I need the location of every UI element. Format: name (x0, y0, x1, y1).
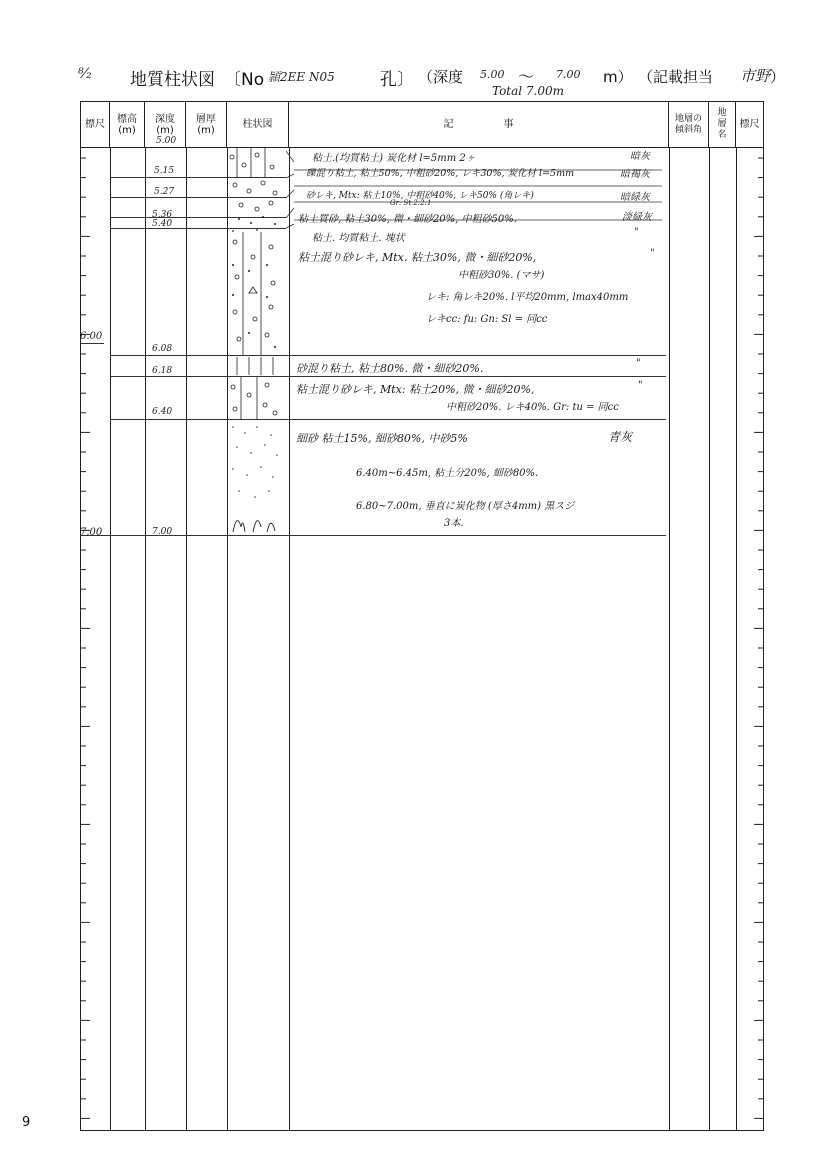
recorder-close: ） (770, 68, 786, 86)
recorder-label: （記載担当 (638, 68, 714, 86)
desc-layer-3-color: 暗緑灰 (620, 192, 650, 203)
desc-layer-1: 粘土.(均質粘土) 炭化材 l=5mm 2ヶ (312, 153, 476, 164)
depth-from: 5.00 (480, 68, 505, 81)
desc-layer-9-color: 青灰 (608, 430, 633, 444)
desc-layer-4: 粘土質砂, 粘土30%, 微・細砂20%, 中粗砂50%. (298, 214, 517, 225)
desc-layer-2-color: 暗褐灰 (620, 169, 650, 180)
desc-layer-9-sub2: 6.80~7.00m, 垂直に炭化物 (厚さ4mm) 黒スジ (356, 501, 575, 512)
desc-layer-6-sand: 中粗砂30%. (マサ) (458, 270, 545, 281)
header-scale-left: 標尺 (81, 102, 110, 147)
depth-label: 6.08 (152, 344, 173, 354)
desc-layer-9-sub3: 3本. (444, 518, 464, 529)
header-elevation: 標高 (m) (110, 102, 145, 147)
desc-layer-9: 細砂 粘土15%, 細砂80%, 中砂5% (296, 432, 468, 445)
desc-layer-3-ratio: Gr: St 2:2:1 (390, 199, 432, 207)
desc-layer-2: 礫混り粘土, 粘土50%, 中粗砂20%, レキ30%, 炭化材 l=5mm (306, 168, 575, 179)
desc-layer-8: 粘土混り砂レキ, Mtx: 粘土20%, 微・細砂20%, (296, 383, 535, 396)
depth-label: 5.40 (152, 219, 173, 229)
desc-layer-6: 粘土混り砂レキ, Mtx. 粘土30%, 微・細砂20%, (298, 251, 537, 264)
header-dip: 地層の 傾斜角 (669, 102, 709, 147)
header-thickness: 層厚 (m) (186, 102, 227, 147)
desc-layer-4-color: 淡緑灰 (622, 212, 652, 223)
total-depth: Total 7.00m (492, 84, 565, 98)
header-scale-right: 標尺 (739, 119, 760, 130)
desc-layer-3: 砂レキ, Mtx: 粘土10%, 中粗砂40%, レキ50% (角レキ) (306, 191, 534, 201)
header-description (289, 102, 669, 147)
hole-open: 〔No (224, 70, 265, 90)
depth-label: 6.18 (152, 366, 173, 376)
scale-6m: 6.00 (80, 331, 103, 342)
desc-layer-1-color: 暗灰 (630, 151, 650, 162)
depth-label: 7.00 (152, 527, 173, 537)
header-description-b: 事 (503, 119, 514, 130)
hole-close: 孔〕 (380, 70, 414, 90)
depth-separator: ～ (518, 67, 535, 86)
depth-label: 5.27 (154, 187, 175, 197)
depth-label: 5.36 (152, 210, 173, 220)
page-number: 9 (22, 1115, 31, 1130)
desc-layer-8-color: " (638, 380, 643, 391)
hole-id: 頴2EE N05 (268, 70, 335, 84)
desc-layer-6-gravel: レキ: 角レキ20%. l平均20mm, lmax40mm (426, 292, 629, 303)
desc-layer-8-sand: 中粗砂20%. レキ40%. Gr: tu = 同cc (446, 402, 619, 413)
depth-label: 6.40 (152, 407, 173, 417)
header-depth: 深度 (m) (145, 102, 186, 147)
desc-layer-7: 砂混り粘土, 粘土80%. 微・細砂20%. (296, 362, 484, 375)
desc-layer-5: 粘土. 均質粘土. 塊状 (312, 233, 405, 244)
header-column: 柱状図 (227, 102, 289, 147)
header-description-a: 記 (443, 119, 454, 130)
header-formation: 地 層 名 (709, 102, 736, 147)
desc-layer-6-color: " (650, 248, 655, 259)
desc-layer-5-color: " (634, 227, 639, 238)
desc-layer-9-sub1: 6.40m~6.45m, 粘土分20%, 細砂80%. (356, 468, 539, 479)
sheet-title (78, 62, 798, 92)
desc-layer-6-gravel-type: レキcc: fu: Gn: Sl = 同cc (426, 314, 548, 325)
scale-7m: 7.00 (80, 527, 103, 538)
depth-unit: m） (603, 68, 633, 86)
depth-to: 7.00 (556, 68, 581, 81)
depth-label: 5.15 (154, 166, 175, 176)
depth-label: 5.00 (156, 136, 177, 146)
page-title: 地質柱状図 (130, 70, 215, 90)
desc-layer-7-color: " (636, 358, 641, 369)
scale-ticks (80, 146, 764, 1131)
depth-label: （深度 (418, 68, 464, 86)
sheet-number: ⁸⁄₂ (78, 66, 92, 82)
recorder-name: 市野 (740, 67, 771, 85)
